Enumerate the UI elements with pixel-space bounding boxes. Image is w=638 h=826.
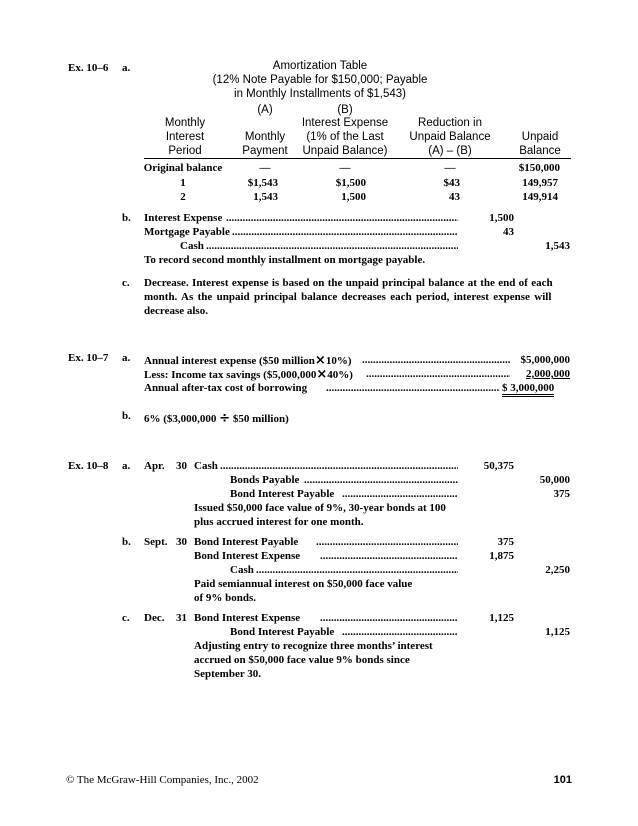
- cell-interest: —: [339, 162, 351, 174]
- entry-explanation: To record second monthly installment on mortgage payable.: [144, 254, 426, 266]
- column-header: (A) – (B): [428, 145, 472, 157]
- times-icon: ×: [316, 367, 328, 382]
- times-icon: ×: [314, 353, 326, 368]
- account-name: Interest Expense: [144, 212, 223, 224]
- divide-icon: ÷: [219, 411, 231, 426]
- table-subtitle: (12% Note Payable for $150,000; Payable: [212, 74, 428, 86]
- leader-dots: [256, 564, 458, 577]
- entry-explanation: September 30.: [194, 668, 262, 680]
- credit-amount: 1,125: [545, 626, 570, 638]
- entry-month: Apr.: [144, 460, 165, 472]
- entry-explanation: Adjusting entry to recognize three months’ interest: [194, 640, 433, 652]
- paragraph-line: decrease also.: [144, 305, 208, 317]
- entry-explanation: of 9% bonds.: [194, 592, 257, 604]
- part-b-label: b.: [122, 410, 131, 422]
- cell-balance: $150,000: [518, 162, 560, 174]
- debit-amount: 50,375: [483, 460, 514, 472]
- debit-amount: 43: [503, 226, 514, 238]
- cell-interest: 1,500: [341, 191, 366, 203]
- leader-dots: [342, 626, 458, 639]
- page-number: 101: [553, 774, 572, 786]
- column-header: Unpaid: [521, 131, 559, 143]
- cell-reduction: —: [444, 162, 456, 174]
- exercise-label: Ex. 10–7: [68, 352, 109, 364]
- column-tag-a: (A): [257, 104, 273, 116]
- cell-period: 1: [180, 177, 186, 189]
- entry-explanation: Issued $50,000 face value of 9%, 30-year bonds at 100: [194, 502, 446, 514]
- account-name: Mortgage Payable: [144, 226, 230, 238]
- debit-amount: 1,500: [489, 212, 514, 224]
- account-name: Bond Interest Payable: [230, 626, 335, 638]
- line-text: [144, 368, 353, 382]
- exercise-label: Ex. 10–6: [68, 62, 109, 74]
- line-text-start: Less: Income tax savings ($5,000,000: [144, 369, 317, 381]
- debit-amount: 375: [497, 536, 514, 548]
- part-c-label: c.: [122, 612, 130, 624]
- part-a-label: a.: [122, 352, 131, 364]
- entry-explanation: accrued on $50,000 face value 9% bonds since: [194, 654, 410, 666]
- leader-dots: [320, 550, 458, 563]
- line-text: [144, 354, 352, 368]
- line-text: [144, 412, 289, 426]
- line-text-end: $50 million): [232, 413, 289, 425]
- paragraph-line: Decrease. Interest expense is based on the unpaid principal balance at the end of each: [144, 277, 553, 289]
- cell-payment: 1,543: [253, 191, 278, 203]
- part-b-label: b.: [122, 212, 131, 224]
- cell-period: Original balance: [143, 162, 223, 174]
- amount: $5,000,000: [520, 354, 570, 366]
- entry-day: 30: [176, 536, 187, 548]
- cell-payment: —: [259, 162, 271, 174]
- cell-payment: $1,543: [247, 177, 278, 189]
- entry-day: 30: [176, 460, 187, 472]
- debit-amount: 1,125: [489, 612, 514, 624]
- paragraph-line: month. As the unpaid principal balance decreases each period, interest expense will: [144, 291, 552, 303]
- copyright: © The McGraw-Hill Companies, Inc., 2002: [66, 774, 259, 786]
- column-header: Monthly: [244, 131, 286, 143]
- debit-amount: 1,875: [489, 550, 514, 562]
- part-b-label: b.: [122, 536, 131, 548]
- column-header: Period: [168, 145, 202, 157]
- credit-amount: 375: [553, 488, 570, 500]
- leader-dots: [220, 460, 458, 473]
- account-name: Bond Interest Expense: [194, 550, 301, 562]
- part-a-label: a.: [122, 460, 131, 472]
- credit-amount: 1,543: [545, 240, 570, 252]
- cell-balance: 149,957: [522, 177, 558, 189]
- table-title: Amortization Table: [272, 60, 368, 72]
- column-header: Payment: [242, 145, 288, 157]
- leader-dots: [316, 536, 458, 549]
- cell-reduction: 43: [449, 191, 460, 203]
- credit-amount: 2,250: [545, 564, 570, 576]
- entry-explanation: plus accrued interest for one month.: [194, 516, 364, 528]
- cell-interest: $1,500: [335, 177, 366, 189]
- leader-dots: [320, 612, 458, 625]
- account-name: Bond Interest Payable: [194, 536, 299, 548]
- account-name: Bonds Payable: [230, 474, 300, 486]
- cell-period: 2: [180, 191, 186, 203]
- leader-dots: [304, 474, 458, 487]
- leader-dots: [366, 368, 510, 381]
- account-name: Cash: [180, 240, 204, 252]
- entry-explanation: Paid semiannual interest on $50,000 face value: [194, 578, 413, 590]
- amount: 2,000,000: [526, 368, 570, 380]
- account-name: Cash: [230, 564, 254, 576]
- table-rule: [144, 158, 571, 159]
- total-value: 3,000,000: [510, 382, 554, 397]
- cell-balance: 149,914: [522, 191, 558, 203]
- part-c-label: c.: [122, 277, 130, 289]
- currency-sign: $: [502, 382, 508, 397]
- leader-dots: [226, 212, 458, 225]
- line-text-end: 10%): [325, 355, 352, 367]
- leader-dots: [342, 488, 458, 501]
- column-header: Monthly: [164, 117, 206, 129]
- entry-month: Dec.: [144, 612, 165, 624]
- entry-month: Sept.: [144, 536, 168, 548]
- leader-dots: [206, 240, 458, 253]
- column-header: Interest Expense: [301, 117, 389, 129]
- line-text-start: 6% ($3,000,000: [144, 413, 217, 425]
- column-header: Interest: [165, 131, 205, 143]
- account-name: Cash: [194, 460, 218, 472]
- total-amount: [502, 382, 554, 395]
- entry-day: 31: [176, 612, 187, 624]
- table-subtitle: in Monthly Installments of $1,543): [234, 88, 406, 100]
- line-text-end: 40%): [327, 369, 353, 381]
- credit-amount: 50,000: [539, 474, 570, 486]
- column-header: Unpaid Balance: [409, 131, 491, 143]
- exercise-label: Ex. 10–8: [68, 460, 109, 472]
- column-header: (1% of the Last: [306, 131, 384, 143]
- line-text: Annual after-tax cost of borrowing: [144, 382, 308, 394]
- leader-dots: [362, 354, 510, 367]
- column-header: Reduction in: [418, 117, 482, 129]
- account-name: Bond Interest Payable: [230, 488, 335, 500]
- leader-dots: [326, 382, 500, 395]
- part-a-label: a.: [122, 62, 131, 74]
- column-header: Balance: [519, 145, 561, 157]
- column-header: Unpaid Balance): [302, 145, 388, 157]
- leader-dots: [232, 226, 458, 239]
- account-name: Bond Interest Expense: [194, 612, 301, 624]
- column-tag-b: (B): [337, 104, 353, 116]
- cell-reduction: $43: [443, 177, 460, 189]
- line-text-start: Annual interest expense ($50 million: [144, 355, 315, 367]
